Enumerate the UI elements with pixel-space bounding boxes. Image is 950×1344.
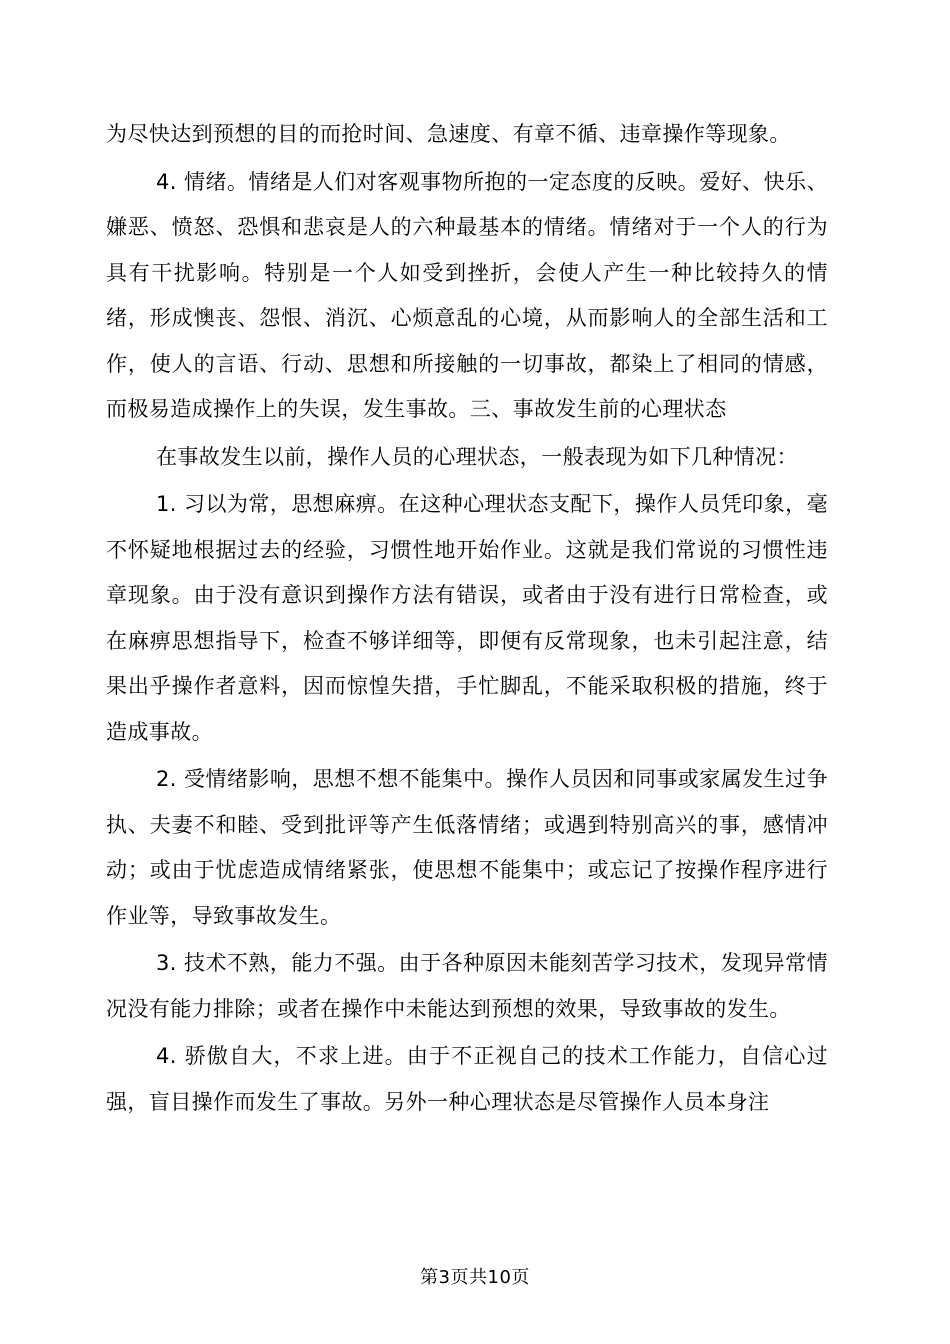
paragraph-arrogance: 4. 骄傲自大，不求上进。由于不正视自己的技术工作能力，自信心过强，盲目操作而发生了事故。另外一种心理状态是尽管操作人员本身注 <box>106 1044 828 1114</box>
page-number-label: 第3页共10页 <box>420 1267 530 1288</box>
document-body <box>106 112 828 1125</box>
paragraph-intro-states: 在事故发生以前，操作人员的心理状态，一般表现为如下几种情况： <box>156 444 798 469</box>
paragraph-mood: 2. 受情绪影响，思想不想不能集中。操作人员因和同事或家属发生过争执、夫妻不和睦、受到批评等产生低落情绪；或遇到特别高兴的事，感情冲动；或由于忧虑造成情绪紧张，使思想不能集中；或忘记了按操作程序进行作业等，导致事故发生。 <box>106 767 828 928</box>
paragraph-habit: 1. 习以为常，思想麻痹。在这种心理状态支配下，操作人员凭印象，毫不怀疑地根据过去的经验，习惯性地开始作业。这就是我们常说的习惯性违章现象。由于没有意识到操作方法有错误，或者由于没有进行日常检查，或在麻痹思想指导下，检查不够详细等，即便有反常现象，也未引起注意，结果出乎操作者意料，因而惊惶失措，手忙脚乱，不能采取积极的措施，终于造成事故。 <box>106 492 828 744</box>
paragraph-continuation: 为尽快达到预想的目的而抢时间、急速度、有章不循、违章操作等现象。 <box>106 122 791 146</box>
page-footer <box>0 1266 950 1290</box>
paragraph-emotion: 4. 情绪。情绪是人们对客观事物所抱的一定态度的反映。爱好、快乐、嫌恶、愤怒、恐惧和悲哀是人的六种最基本的情绪。情绪对于一个人的行为具有干扰影响。特别是一个人如受到挫折，会使人产生一种比较持久的情绪，形成懊丧、怨恨、消沉、心烦意乱的心境，从而影响人的全部生活和工作，使人的言语、行动、思想和所接触的一切事故，都染上了相同的情感，而极易造成操作上的失误，发生事故。三、事故发生前的心理状态 <box>106 169 828 421</box>
paragraph-skill: 3. 技术不熟，能力不强。由于各种原因未能刻苦学习技术，发现异常情况没有能力排除；或者在操作中未能达到预想的效果，导致事故的发生。 <box>106 951 828 1021</box>
